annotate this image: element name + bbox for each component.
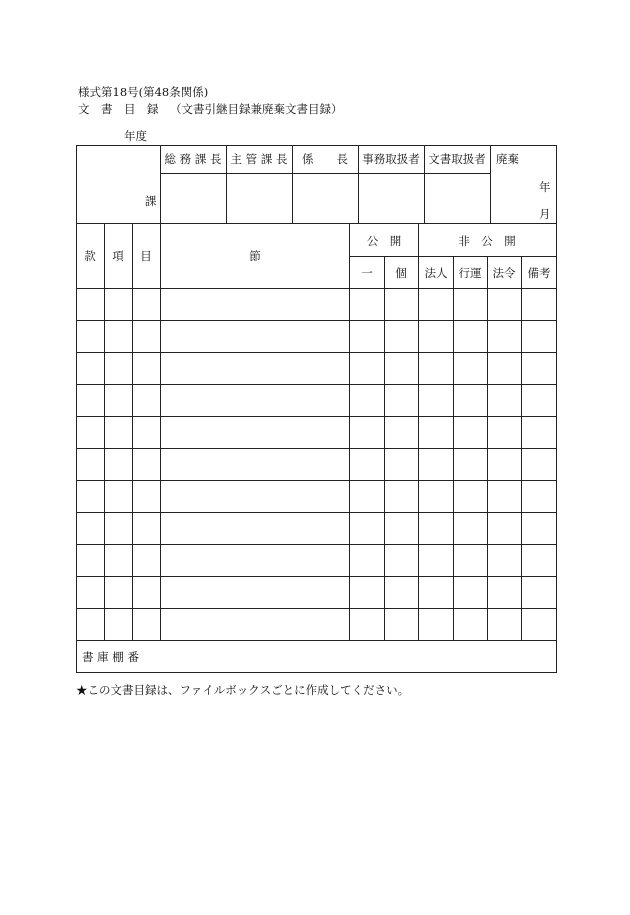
column-subheader-corporate: 法人 bbox=[424, 266, 448, 280]
fiscal-year-label: 年度 bbox=[124, 129, 147, 143]
shelf-number-label: 書 庫 棚 番 bbox=[82, 650, 139, 664]
disposal-label: 廃棄 bbox=[496, 152, 519, 166]
column-subheader-legal: 法令 bbox=[492, 266, 516, 280]
column-subheader-remarks: 備考 bbox=[527, 266, 551, 280]
column-header-non-public: 非 公 開 bbox=[458, 234, 516, 248]
document-subtitle: （文書引継目録兼廃棄文書目録） bbox=[170, 102, 343, 116]
disposal-year-label: 年 bbox=[539, 180, 551, 194]
column-subheader-public-individual: 個 bbox=[395, 266, 407, 280]
instruction-note: ★この文書目録は、ファイルボックスごとに作成してください。 bbox=[76, 683, 410, 697]
column-header-setsu: 節 bbox=[249, 249, 261, 263]
approval-role-general-affairs-chief: 総 務 課 長 bbox=[164, 152, 222, 166]
approval-role-document-handler: 文書取扱者 bbox=[428, 152, 486, 166]
column-header-kan: 款 bbox=[84, 249, 96, 263]
approval-role-managing-chief: 主 管 課 長 bbox=[230, 152, 288, 166]
column-subheader-public-general: 一 bbox=[361, 266, 373, 280]
column-header-moku: 目 bbox=[140, 249, 152, 263]
disposal-month-label: 月 bbox=[539, 207, 551, 221]
form-number: 様式第18号(第48条関係) bbox=[78, 85, 209, 99]
document-title: 文 書 目 録 bbox=[78, 102, 159, 116]
approval-role-administrator: 事務取扱者 bbox=[362, 152, 420, 166]
column-header-public: 公 開 bbox=[366, 234, 402, 248]
column-subheader-administrative: 行運 bbox=[458, 266, 482, 280]
approval-role-subsection-chief: 係 長 bbox=[302, 152, 348, 166]
section-label: 課 bbox=[145, 194, 157, 208]
column-header-kou: 項 bbox=[112, 249, 124, 263]
